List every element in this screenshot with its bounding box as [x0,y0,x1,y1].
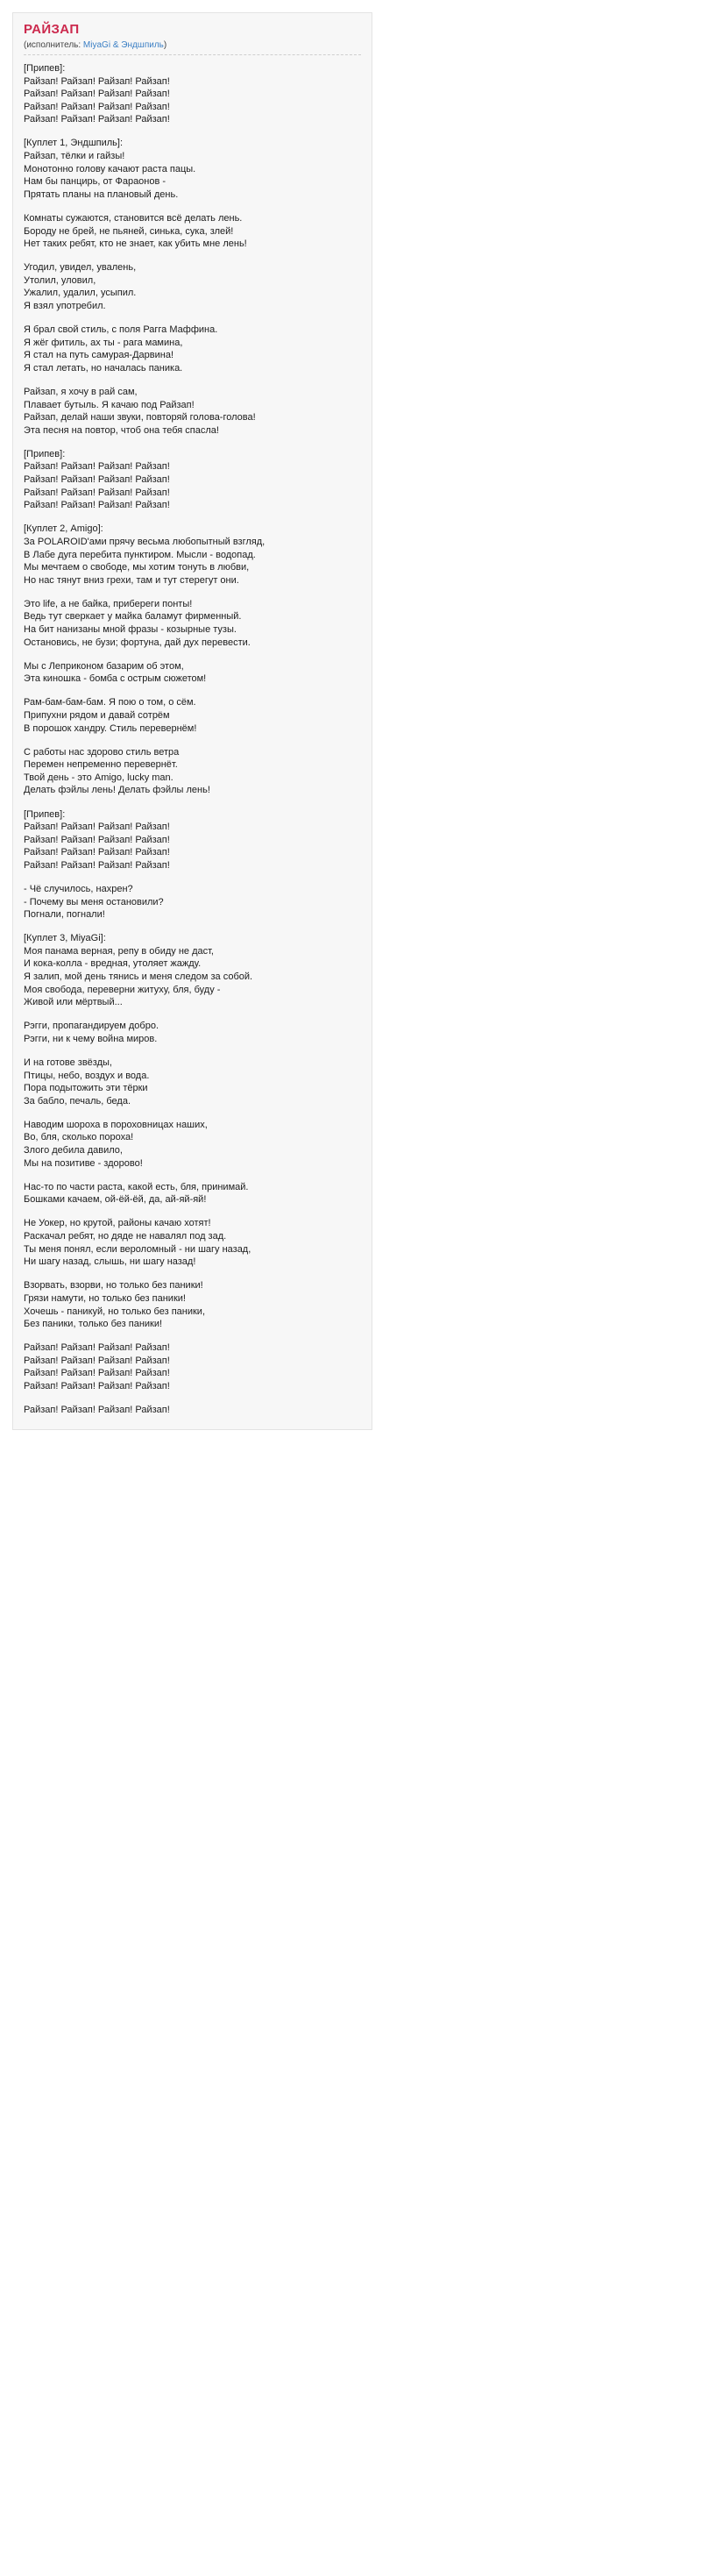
lyrics-line: Райзап! Райзап! Райзап! Райзап! [24,834,170,845]
lyrics-line: - Почему вы меня остановили? [24,896,164,907]
lyrics-line: Райзап! Райзап! Райзап! Райзап! [24,1355,170,1366]
lyrics-line: Райзап! Райзап! Райзап! Райзап! [24,1342,170,1354]
lyrics-line: Мы мечтаем о свободе, мы хотим тонуть в любви, [24,562,250,573]
lyrics-line: Ты меня понял, если вероломный - ни шагу назад, [24,1243,251,1255]
lyrics-block [24,883,361,922]
lyrics-line: Комнаты сужаются, становится всё делать лень. [24,212,243,224]
lyrics-block [24,932,361,1009]
lyrics-block [24,523,361,587]
lyrics-block [24,1057,361,1107]
lyrics-block [24,696,361,735]
lyrics-line: Райзап! Райзап! Райзап! Райзап! [24,859,170,871]
lyrics-block [24,746,361,797]
lyrics-block [24,598,361,649]
lyrics-line: Райзап! Райзап! Райзап! Райзап! [24,114,170,125]
lyrics-line: Эта киношка - бомба с острым сюжетом! [24,673,207,685]
lyrics-block [24,1020,361,1045]
lyrics-line: Это life, а не байка, прибереги понты! [24,598,193,609]
lyrics-line: Прятать планы на плановый день. [24,189,179,200]
lyrics-line: Бороду не брей, не пьяней, синька, сука, злей! [24,225,234,237]
lyrics-line: Делать фэйлы лень! Делать фэйлы лень! [24,785,210,796]
lyrics-line: Рам-бам-бам-бам. Я пою о том, о сём. [24,697,196,708]
lyrics-line: Райзап! Райзап! Райзап! Райзап! [24,1405,170,1416]
lyrics-line: Нас-то по части раста, какой есть, бля, принимай. [24,1181,249,1192]
lyrics-line: Наводим шороха в пороховницах наших, [24,1119,208,1130]
lyrics-line: В порошок хандру. Стиль перевернём! [24,722,197,734]
lyrics-card [12,12,372,1430]
lyrics-line: [Припев]: [24,448,66,459]
lyrics-line: Райзап! Райзап! Райзап! Райзап! [24,89,170,100]
lyrics-block [24,660,361,686]
lyrics-line: Райзап! Райзап! Райзап! Райзап! [24,847,170,858]
lyrics-line: Райзап! Райзап! Райзап! Райзап! [24,101,170,112]
lyrics-block [24,137,361,201]
lyrics-line: Монотонно голову качают раста пацы. [24,163,196,174]
lyrics-line: Я брал свой стиль, с поля Рагга Маффина. [24,324,218,336]
lyrics-line: Пора подытожить эти тёрки [24,1083,148,1094]
artist-prefix: (исполнитель: [24,40,83,50]
lyrics-block [24,1181,361,1206]
lyrics-line: Плавает бутыль. Я качаю под Райзап! [24,399,195,410]
lyrics-line: Ужалил, удалил, усыпил. [24,288,137,299]
lyrics-line: Моя панама верная, репу в обиду не даст, [24,945,214,957]
lyrics-line: Я стал на путь самурая-Дарвина! [24,350,173,361]
lyrics-block [24,62,361,126]
divider [24,54,361,55]
lyrics-line: Я жёг фитиль, ах ты - рага мамина, [24,337,183,348]
artist-link[interactable]: MiyaGi & Эндшпиль [82,40,164,50]
lyrics-line: Бошками качаем, ой-ёй-ёй, да, ай-яй-яй! [24,1194,207,1206]
lyrics-line: Без паники, только без паники! [24,1319,163,1330]
lyrics-block [24,1341,361,1392]
lyrics-line: Ведь тут сверкает у майка баламут фирменный. [24,611,242,623]
lyrics-block [24,808,361,872]
lyrics-line: [Куплет 3, MiyaGi]: [24,933,106,944]
lyrics-line: Птицы, небо, воздух и вода. [24,1070,150,1081]
lyrics-line: Райзап! Райзап! Райзап! Райзап! [24,461,170,473]
lyrics-line: За POLAROID'ами прячу весьма любопытный взгляд, [24,536,266,547]
lyrics-line: С работы нас здорово стиль ветра [24,746,180,758]
lyrics-line: Моя свобода, переверни житуху, бля, буду - [24,984,221,995]
lyrics-line: [Припев]: [24,63,66,74]
lyrics-block [24,448,361,512]
lyrics-line: Грязи намути, но только без паники! [24,1292,186,1304]
lyrics-line: [Куплет 1, Эндшпиль]: [24,138,124,149]
lyrics-line: Ни шагу назад, слышь, ни шагу назад! [24,1256,196,1268]
lyrics-line: Я стал летать, но началась паника. [24,362,183,374]
lyrics-line: Хочешь - паникуй, но только без паники, [24,1306,206,1317]
lyrics-block [24,1279,361,1330]
lyrics-block [24,261,361,312]
lyrics-line: Райзап! Райзап! Райзап! Райзап! [24,500,170,511]
lyrics-line: И на готове звёзды, [24,1057,112,1068]
lyrics-line: Твой день - это Amigo, lucky man. [24,772,173,783]
lyrics-line: Рэгги, ни к чему война миров. [24,1033,158,1044]
lyrics-line: Райзап, делай наши звуки, повторяй голова-голова! [24,412,256,423]
artist-line [24,39,361,51]
lyrics-line: [Припев]: [24,808,66,820]
lyrics-line: Живой или мёртвый... [24,997,123,1008]
lyrics-line: - Чё случилось, нахрен? [24,883,133,894]
lyrics-line: Перемен непременно перевернёт. [24,759,178,771]
lyrics-line: Остановись, не бузи; фортуна, дай дух перевести. [24,637,251,648]
lyrics-block [24,1119,361,1170]
lyrics-line: Райзап! Райзап! Райзап! Райзап! [24,75,170,87]
lyrics-line: Утолил, уловил, [24,274,96,286]
lyrics-line: Я залип, мой день тянись и меня следом за собой. [24,971,253,983]
lyrics-line: Но нас тянут вниз грехи, там и тут стерегут они. [24,574,239,586]
lyrics-line: И кока-колла - вредная, утоляет жажду. [24,958,202,970]
lyrics-line: Не Уокер, но крутой, районы качаю хотят! [24,1218,211,1229]
lyrics-line: Во, бля, сколько пороха! [24,1132,134,1143]
lyrics-block [24,386,361,437]
lyrics-line: Мы на позитиве - здорово! [24,1157,143,1169]
lyrics-line: Погнали, погнали! [24,909,105,921]
lyrics-line: Райзап! Райзап! Райзап! Райзап! [24,822,170,833]
lyrics-line: Взорвать, взорви, но только без паники! [24,1280,203,1292]
lyrics-line: Припухни рядом и давай сотрём [24,709,170,721]
lyrics-line: Райзап! Райзап! Райзап! Райзап! [24,1368,170,1379]
lyrics-line: Райзап! Райзап! Райзап! Райзап! [24,487,170,498]
lyrics-line: Угодил, увидел, увалень, [24,262,137,274]
lyrics-text [24,62,361,1417]
page-title: РАЙЗАП [24,22,80,37]
lyrics-line: Мы с Леприконом базарим об этом, [24,660,184,672]
lyrics-line: Рэгги, пропагандируем добро. [24,1021,159,1032]
lyrics-line: В Лабе дуга перебита пунктиром. Мысли - водопад. [24,549,256,560]
lyrics-line: Райзап, тёлки и гайзы! [24,151,125,162]
lyrics-block [24,324,361,374]
artist-suffix: ) [163,40,167,50]
lyrics-line: За бабло, печаль, беда. [24,1095,131,1107]
lyrics-line: Нам бы панцирь, от Фараонов - [24,176,166,188]
lyrics-line: Я взял употребил. [24,301,106,311]
lyrics-line: Раскачал ребят, но дяде не навалял под зад. [24,1231,227,1242]
lyrics-line: Райзап! Райзап! Райзап! Райзап! [24,1380,170,1391]
lyrics-line: На бит нанизаны мной фразы - козырные тузы. [24,623,237,635]
lyrics-line: Райзап, я хочу в рай сам, [24,386,138,397]
lyrics-line: [Куплет 2, Amigo]: [24,523,103,535]
lyrics-block [24,212,361,251]
lyrics-block [24,1404,361,1417]
lyrics-line: Нет таких ребят, кто не знает, как убить мне лень! [24,238,247,250]
lyrics-line: Эта песня на повтор, чтоб она тебя спасла! [24,424,219,436]
lyrics-line: Райзап! Райзап! Райзап! Райзап! [24,474,170,486]
lyrics-line: Злого дебила давило, [24,1145,123,1156]
lyrics-block [24,1217,361,1268]
